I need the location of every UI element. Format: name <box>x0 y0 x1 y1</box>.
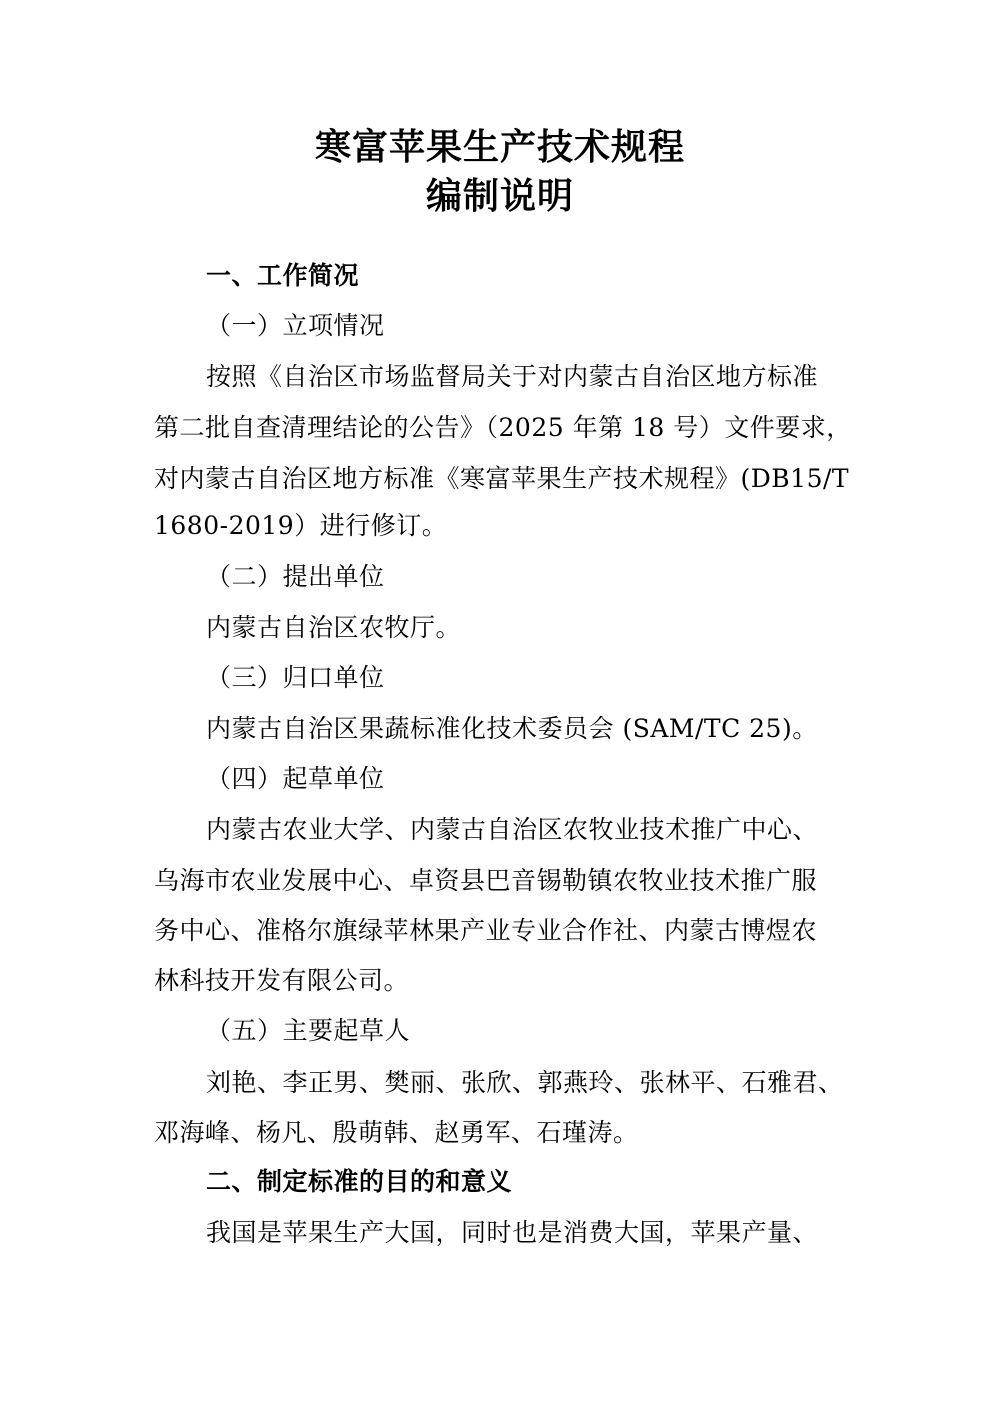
paragraph-line: 内蒙古农业大学、内蒙古自治区农牧业技术推广中心、 <box>206 815 819 844</box>
subsection-heading-proposing-unit: （二）提出单位 <box>206 562 385 591</box>
subsection-heading-drafting-units: （四）起草单位 <box>206 764 385 793</box>
section-heading-work-overview: 一、工作简况 <box>206 261 360 290</box>
subsection-heading-centralized-unit: （三）归口单位 <box>206 663 385 692</box>
document-subtitle: 编制说明 <box>425 176 574 217</box>
paragraph-line: 务中心、准格尔旗绿苹林果产业专业合作社、内蒙古博煜农 <box>154 916 818 945</box>
subsection-heading-project-approval: （一）立项情况 <box>206 311 385 340</box>
paragraph-line: 第二批自查清理结论的公告》（2025 年第 18 号）文件要求， <box>154 413 852 442</box>
paragraph-line: 内蒙古自治区农牧厅。 <box>206 613 462 642</box>
paragraph-line: 刘艳、李正男、樊丽、张欣、郭燕玲、张林平、石雅君、 <box>206 1068 844 1097</box>
paragraph-line: 1680-2019）进行修订。 <box>154 511 448 540</box>
paragraph-line: 林科技开发有限公司。 <box>154 966 410 995</box>
paragraph-line: 内蒙古自治区果蔬标准化技术委员会 (SAM/TC 25)。 <box>206 714 818 743</box>
paragraph-line: 按照《自治区市场监督局关于对内蒙古自治区地方标准 <box>206 362 819 391</box>
section-heading-purpose: 二、制定标准的目的和意义 <box>206 1167 513 1196</box>
subsection-heading-main-drafters: （五）主要起草人 <box>206 1016 411 1045</box>
paragraph-line: 对内蒙古自治区地方标准《寒富苹果生产技术规程》(DB15/T <box>154 464 850 493</box>
paragraph-line: 乌海市农业发展中心、卓资县巴音锡勒镇农牧业技术推广服 <box>154 866 818 895</box>
paragraph-line: 邓海峰、杨凡、殷萌韩、赵勇军、石瑾涛。 <box>154 1118 639 1147</box>
document-title: 寒富苹果生产技术规程 <box>314 127 685 168</box>
paragraph-line: 我国是苹果生产大国，同时也是消费大国，苹果产量、 <box>206 1218 819 1247</box>
